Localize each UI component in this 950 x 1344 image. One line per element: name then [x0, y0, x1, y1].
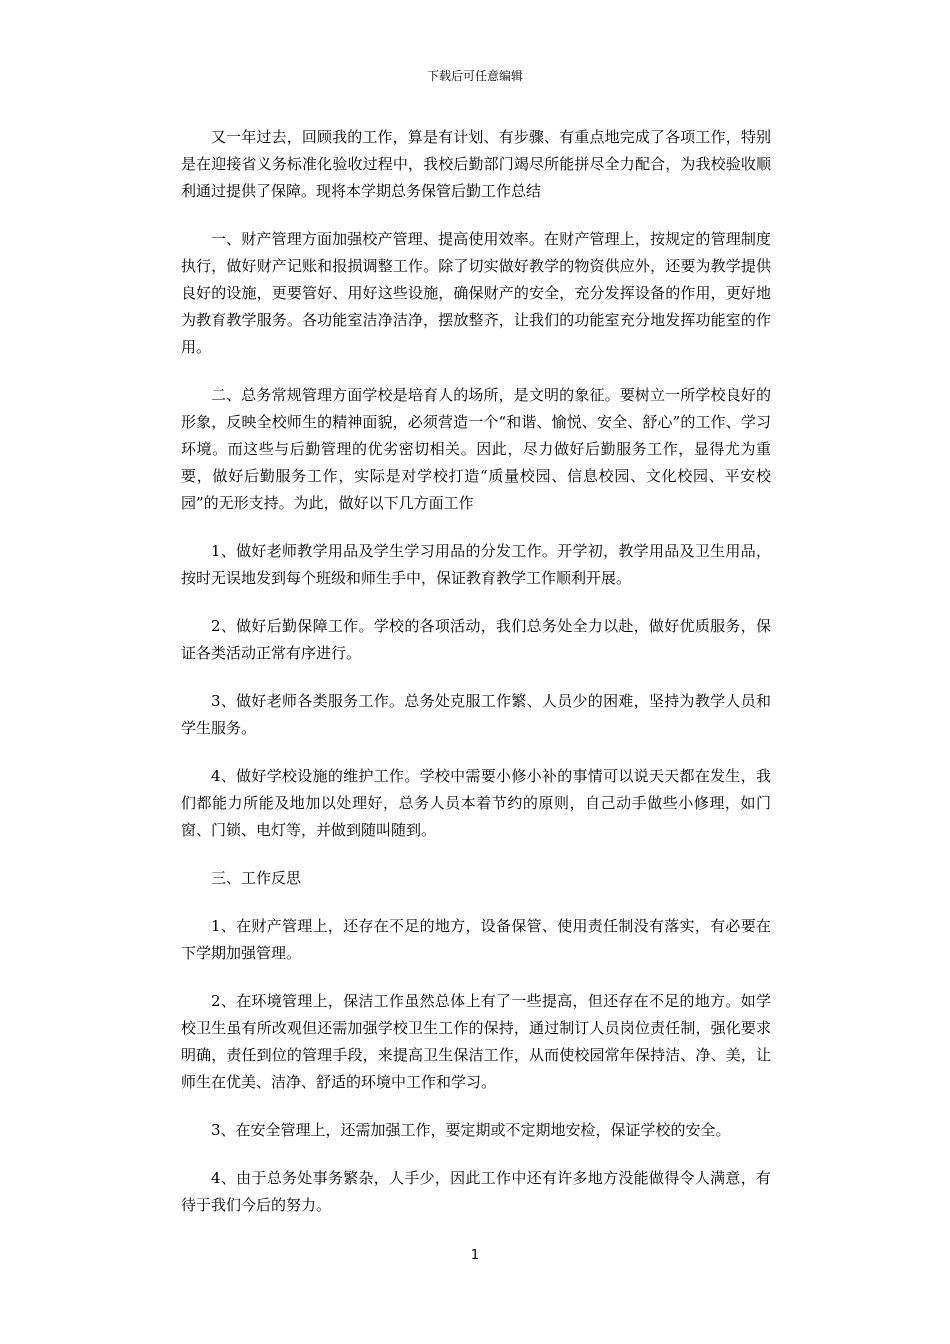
document-body [181, 124, 771, 1240]
reflection-item-workload: 4、由于总务处事务繁杂，人手少，因此工作中还有许多地方没能做得令人满意，有待于我们今后的努力。 [181, 1169, 771, 1214]
section-general-affairs: 二、总务常规管理方面学校是培育人的场所，是文明的象征。要树立一所学校良好的形象，反映全校师生的精神面貌，必须营造一个“和谐、愉悦、安全、舒心”的工作、学习环境。而这些与后勤管理的优劣密切相关。因此，尽力做好后勤服务工作，显得尤为重要，做好后勤服务工作，实际是对学校打造“质量校园、信息校园、文化校园、平安校园”的无形支持。为此，做好以下几方面工作 [181, 386, 771, 512]
page-number: 1 [470, 1248, 480, 1263]
item-logistics-support: 2、做好后勤保障工作。学校的各项活动，我们总务处全力以赴，做好优质服务，保证各类活动正常有序进行。 [181, 617, 771, 662]
reflection-item-property: 1、在财产管理上，还存在不足的地方，设备保管、使用责任制没有落实，有必要在下学期加强管理。 [181, 917, 771, 962]
section-property-management: 一、财产管理方面加强校产管理、提高使用效率。在财产管理上，按规定的管理制度执行，做好财产记账和报损调整工作。除了切实做好教学的物资供应外，还要为教学提供良好的设施，更要管好、用好这些设施，确保财产的安全，充分发挥设备的作用，更好地为教育教学服务。各功能室洁净洁净，摆放整齐，让我们的功能室充分地发挥功能室的作用。 [181, 230, 771, 356]
intro-paragraph: 又一年过去，回顾我的工作，算是有计划、有步骤、有重点地完成了各项工作，特别是在迎接省义务标准化验收过程中，我校后勤部门竭尽所能拼尽全力配合，为我校验收顺利通过提供了保障。现将本学期总务保管后勤工作总结 [181, 128, 771, 200]
reflection-item-safety: 3、在安全管理上，还需加强工作，要定期或不定期地安检，保证学校的安全。 [211, 1121, 731, 1139]
section-reflection-heading: 三、工作反思 [211, 869, 302, 887]
item-teacher-services: 3、做好老师各类服务工作。总务处克服工作繁、人员少的困难，坚持为教学人员和学生服务。 [181, 692, 771, 737]
page-header-note: 下载后可任意编辑 [426, 69, 523, 83]
reflection-item-environment: 2、在环境管理上，保洁工作虽然总体上有了一些提高，但还存在不足的地方。如学校卫生虽有所改观但还需加强学校卫生工作的保持，通过制订人员岗位责任制，强化要求明确，责任到位的管理手段，来提高卫生保洁工作，从而使校园常年保持洁、净、美，让师生在优美、洁净、舒适的环境中工作和学习。 [181, 992, 771, 1091]
item-facility-maintenance: 4、做好学校设施的维护工作。学校中需要小修小补的事情可以说天天都在发生，我们都能力所能及地加以处理好，总务人员本着节约的原则，自己动手做些小修理，如门窗、门锁、电灯等，并做到随叫随到。 [181, 767, 771, 839]
item-supplies-distribution: 1、做好老师教学用品及学生学习用品的分发工作。开学初，教学用品及卫生用品，按时无误地发到每个班级和师生手中，保证教育教学工作顺利开展。 [181, 542, 771, 587]
